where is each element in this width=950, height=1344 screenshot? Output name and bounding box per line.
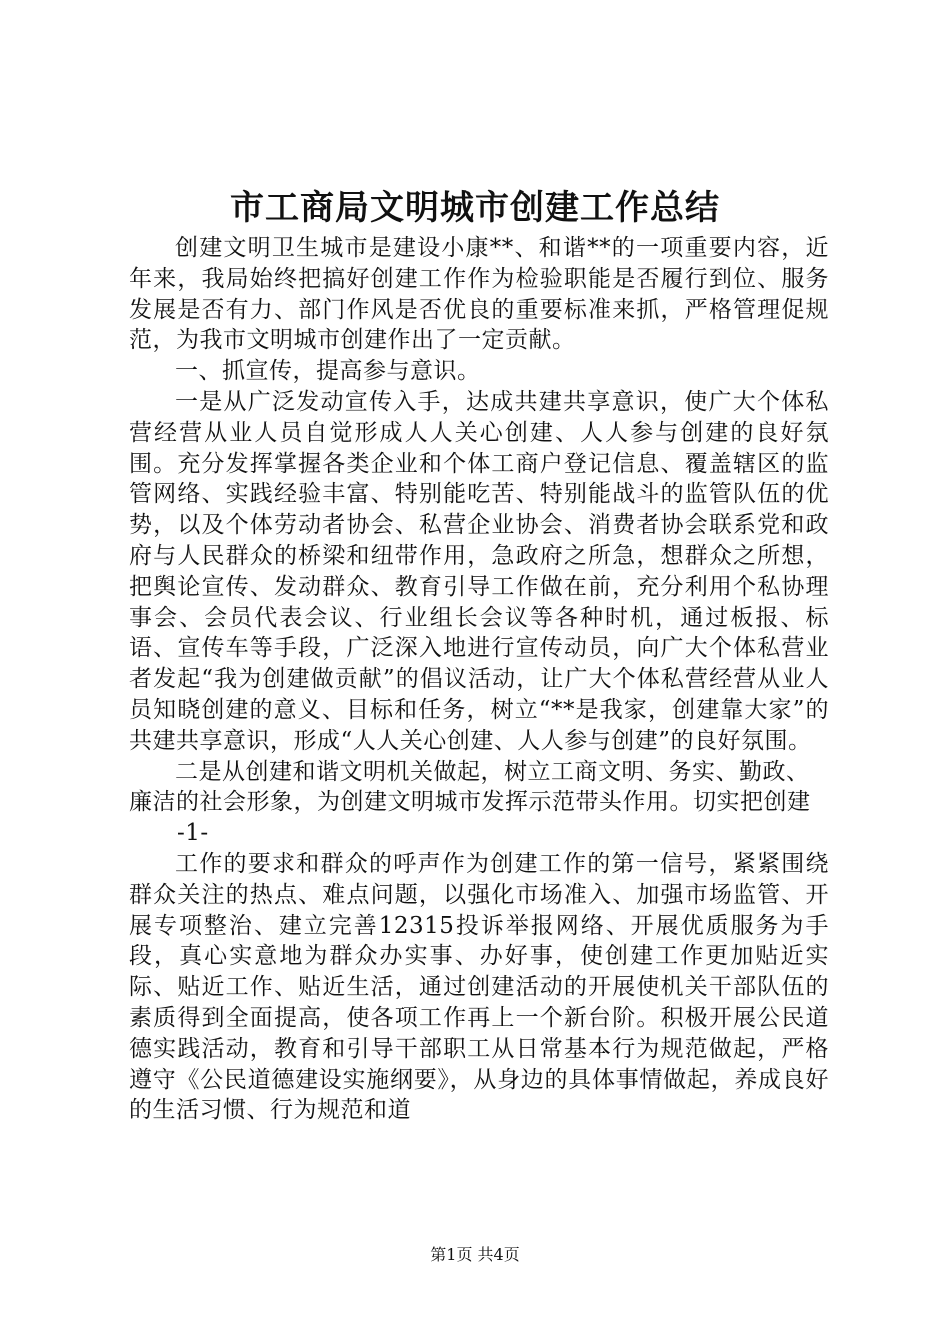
paragraph-continued: 工作的要求和群众的呼声作为创建工作的第一信号，紧紧围绕群众关注的热点、难点问题，以强化市场准入、加强市场监管、开展专项整治、建立完善12315投诉举报网络、开展优质服务为手段，真心实意地为群众办实事、办好事，使创建工作更加贴近实际、贴近工作、贴近生活，通过创建活动的开展使机关干部队伍的素质得到全面提高，使各项工作再上一个新台阶。积极开展公民道德实践活动，教育和引导干部职工从日常基本行为规范做起，严格遵守《公民道德建设实施纲要》，从身边的具体事情做起，养成良好的生活习惯、行为规范和道 [129, 850, 829, 1124]
section-heading-1: 一、抓宣传，提高参与意识。 [175, 358, 481, 385]
page-marker: -1- [177, 820, 209, 847]
paragraph-intro: 创建文明卫生城市是建设小康**、和谐**的一项重要内容，近年来，我局始终把搞好创建工作作为检验职能是否履行到位、服务发展是否有力、部门作风是否优良的重要标准来抓，严格管理促规范，为我市文明城市创建作出了一定贡献。 [129, 235, 829, 354]
paragraph-publicity: 一是从广泛发动宣传入手，达成共建共享意识，使广大个体私营经营从业人员自觉形成人人关心创建、人人参与创建的良好氛围。充分发挥掌握各类企业和个体工商户登记信息、覆盖辖区的监管网络、实践经验丰富、特别能吃苦、特别能战斗的监管队伍的优势，以及个体劳动者协会、私营企业协会、消费者协会联系党和政府与人民群众的桥梁和纽带作用，急政府之所急，想群众之所想，把舆论宣传、发动群众、教育引导工作做在前，充分利用个私协理事会、会员代表会议、行业组长会议等各种时机，通过板报、标语、宣传车等手段，广泛深入地进行宣传动员，向广大个体私营业者发起“我为创建做贡献”的倡议活动，让广大个体私营经营从业人员知晓创建的意义、目标和任务，树立“**是我家，创建靠大家”的共建共享意识，形成“人人关心创建、人人参与创建”的良好氛围。 [129, 388, 829, 754]
paragraph-civilized-organ: 二是从创建和谐文明机关做起，树立工商文明、务实、勤政、廉洁的社会形象，为创建文明城市发挥示范带头作用。切实把创建 [129, 758, 811, 816]
document-title: 市工商局文明城市创建工作总结 [230, 188, 720, 228]
document-body [129, 233, 829, 1126]
page-footer: 第1页 共4页 [430, 1245, 520, 1264]
